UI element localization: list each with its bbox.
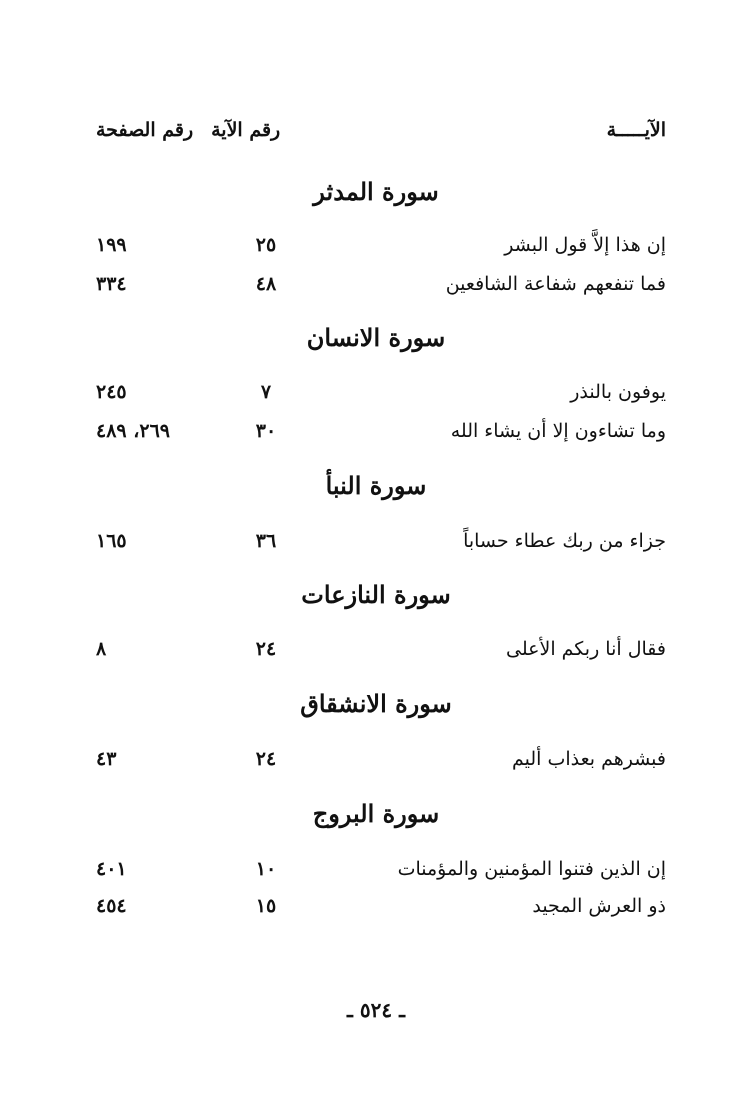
column-header — [96, 112, 666, 148]
index-row — [96, 632, 666, 666]
number-column-labels — [96, 119, 280, 141]
page-number: ٤٣ — [96, 748, 117, 770]
ayah-number: ٢٥ — [255, 234, 277, 256]
surah-heading: سورة البروج — [312, 799, 440, 828]
page-number: ٤٠١ — [96, 858, 127, 880]
page-number-column-label: رقم الصفحة — [96, 119, 194, 141]
ayah-text: إن هذا إلاَّ قول البشر — [504, 234, 666, 256]
ayah-text: وما تشاءون إلا أن يشاء الله — [450, 420, 666, 442]
page-number: ٤٥٤ — [96, 895, 127, 917]
surah-heading: سورة الانسان — [306, 323, 446, 352]
ayah-text: فبشرهم بعذاب أليم — [511, 748, 666, 770]
ayah-number: ٣٦ — [255, 530, 277, 552]
ayah-text: ذو العرش المجيد — [532, 895, 666, 917]
page-number: ١٦٥ — [96, 530, 127, 552]
ayah-number: ١٥ — [255, 895, 277, 917]
surah-heading: سورة المدثر — [313, 177, 439, 206]
index-row — [96, 228, 666, 262]
page-number: ٣٣٤ — [96, 273, 127, 295]
ayah-text: يوفون بالنذر — [570, 381, 666, 403]
index-row — [96, 414, 666, 448]
page-number: ٨ — [96, 638, 107, 660]
index-row — [96, 524, 666, 558]
page-number: ١٩٩ — [96, 234, 127, 256]
ayah-text: فقال أنا ربكم الأعلى — [506, 638, 666, 660]
page-number: ٢٦٩، ٤٨٩ — [96, 420, 170, 442]
index-row — [96, 375, 666, 409]
page-number: ٢٤٥ — [96, 381, 127, 403]
ayah-number: ٣٠ — [255, 420, 277, 442]
index-row — [96, 267, 666, 301]
ayah-number: ٢٤ — [255, 748, 277, 770]
ayah-text: إن الذين فتنوا المؤمنين والمؤمنات — [397, 858, 666, 880]
ayah-number: ١٠ — [255, 858, 277, 880]
index-row — [96, 889, 666, 923]
surah-heading: سورة النبأ — [325, 471, 427, 500]
ayah-text: جزاء من ربك عطاء حساباً — [463, 530, 666, 552]
ayah-text: فما تنفعهم شفاعة الشافعين — [445, 273, 666, 295]
index-row — [96, 742, 666, 776]
ayah-number: ٤٨ — [255, 273, 277, 295]
ayah-number: ٧ — [260, 381, 272, 403]
ayah-column-label: الآيـــــة — [606, 119, 666, 141]
surah-heading: سورة النازعات — [301, 580, 451, 609]
index-row — [96, 852, 666, 886]
ayah-number: ٢٤ — [255, 638, 277, 660]
surah-heading: سورة الانشقاق — [300, 689, 452, 718]
ayah-number-column-label: رقم الآية — [211, 119, 281, 141]
page-footer-number: ـ ٥٢٤ ـ — [347, 998, 405, 1022]
